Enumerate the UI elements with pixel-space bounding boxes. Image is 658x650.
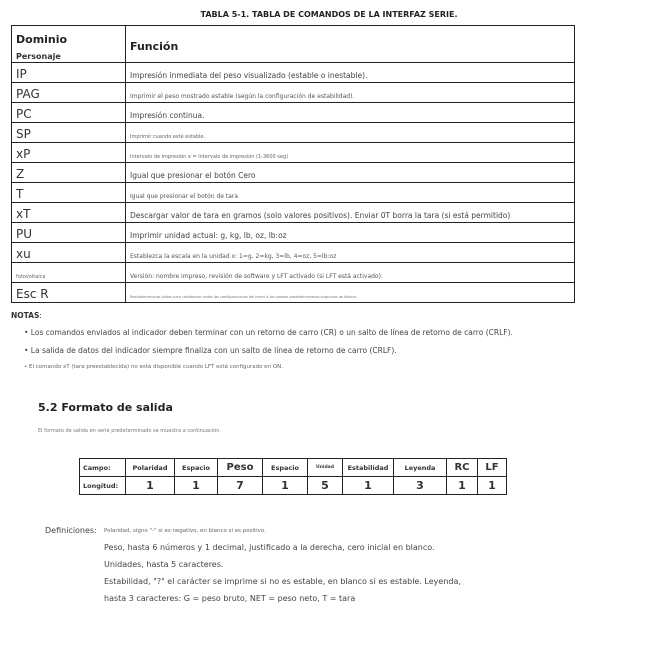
field-name: Peso [218,459,263,477]
length-row [80,477,507,495]
command-code: PAG [16,87,40,101]
field-length: 7 [218,477,263,495]
table-row [12,83,575,103]
command-table-header [12,26,575,63]
table-row [12,163,575,183]
command-code: xu [16,247,31,261]
table-row [12,203,575,223]
field-name: Espacio [263,459,308,477]
field-length: 1 [447,477,478,495]
definition-line: Polaridad, signo "-" si es negativo, en blanco si es positivo. [104,528,266,534]
table-row [12,183,575,203]
field-row [80,459,507,477]
definition-line: Peso, hasta 6 números y 1 decimal, justificado a la derecha, cero inicial en blanco. [104,543,435,552]
definitions-label: Definiciones: [45,526,97,535]
command-table [11,25,575,303]
output-format-table [79,458,507,495]
header-character: Personaje [16,51,61,61]
command-function: Igual que presionar el botón de tara [130,193,239,200]
definition-line: Estabilidad, "?" el carácter se imprime si no es estable, en blanco si es estable. Leyenda, [104,577,461,586]
command-function: Imprimir unidad actual: g, kg, lb, oz, lb:oz [130,231,287,240]
field-length: 1 [126,477,175,495]
command-function: Restablecimiento global para restablecer todas las configuraciones del menú a los valores predeterminados originales de fábrica [130,295,357,299]
command-function: Impresión inmediata del peso visualizado (estable o inestable). [130,71,368,80]
command-code: SP [16,127,31,141]
command-code: fotovoltaica [16,274,46,280]
length-row-label: Longitud: [80,477,126,495]
table-row [12,143,575,163]
table-row [12,123,575,143]
field-length: 1 [343,477,394,495]
table-caption: TABLA 5-1. TABLA DE COMANDOS DE LA INTERFAZ SERIE. [200,10,458,19]
command-function: Establezca la escala en la unidad x: 1=g, 2=kg, 3=lb, 4=oz, 5=lb:oz [130,253,337,260]
field-name: Estabilidad [343,459,394,477]
command-function: Imprimir cuando esté estable. [130,134,206,140]
field-name: Unidad [308,459,343,477]
section-intro: El formato de salida en serie predeterminado se muestra a continuación. [38,428,221,434]
section-title: 5.2 Formato de salida [38,401,173,414]
command-function: Descargar valor de tara en gramos (solo valores positivos). Enviar 0T borra la tara (si está permitido) [130,211,511,220]
table-row [12,223,575,243]
command-code: Esc R [16,287,49,301]
command-function: Versión: nombre impreso, revisión de software y LFT activado (si LFT está activado). [130,273,383,280]
command-code: IP [16,67,27,81]
command-code: PC [16,107,32,121]
field-row-label: Campo: [80,459,126,477]
header-cell-domain [12,26,126,63]
notes-heading: NOTAS: [11,311,42,320]
table-row [12,243,575,263]
field-name: Espacio [175,459,218,477]
field-length: 1 [263,477,308,495]
field-name: RC [447,459,478,477]
command-function: Intervalo de impresión x = intervalo de impresión (1-3600 seg) [130,154,289,160]
field-name: Polaridad [126,459,175,477]
note-item: • Los comandos enviados al indicador deben terminar con un retorno de carro (CR) o un salto de línea de retorno de carro (CRLF). [24,328,513,337]
table-row [12,103,575,123]
field-length: 5 [308,477,343,495]
command-function: Igual que presionar el botón Cero [130,171,256,180]
definition-line: Unidades, hasta 5 caracteres. [104,560,224,569]
definition-line: hasta 3 caracteres: G = peso bruto, NET = peso neto, T = tara [104,594,356,603]
command-function: Imprimir el peso mostrado estable (según la configuración de estabilidad). [130,93,355,100]
table-row [12,63,575,83]
field-length: 3 [394,477,447,495]
command-function: Impresión continua. [130,111,205,120]
field-name: LF [478,459,507,477]
table-row [12,283,575,303]
command-code: xP [16,147,31,161]
table-row [12,263,575,283]
field-length: 1 [478,477,507,495]
command-code: Z [16,167,25,181]
command-code: T [16,187,24,201]
field-name: Leyenda [394,459,447,477]
header-function: Función [130,40,179,53]
header-cell-function [126,26,575,63]
header-domain: Dominio [16,32,68,46]
command-code: PU [16,227,33,241]
note-item: • La salida de datos del indicador siempre finaliza con un salto de línea de retorno de carro (CRLF). [24,346,397,355]
command-code: xT [16,207,31,221]
note-item: • El comando xT (tara preestablecida) no está disponible cuando LFT está configurado en ON. [24,364,283,370]
field-length: 1 [175,477,218,495]
